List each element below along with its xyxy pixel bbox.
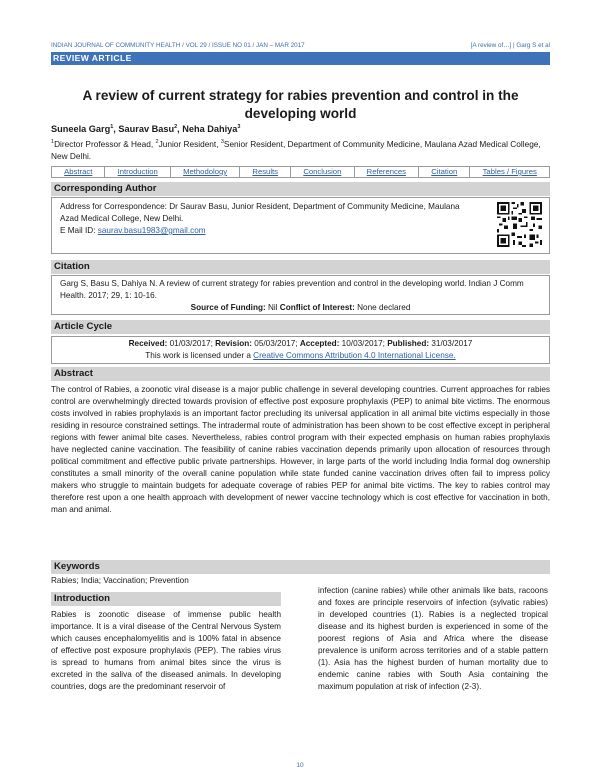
corresponding-author-heading: Corresponding Author: [51, 182, 550, 196]
author-name: Saurav Basu: [118, 124, 175, 134]
section-nav-bar: [51, 166, 550, 178]
introduction-column-right: infection (canine rabies) while other animals like bats, racoons and foxes are principle reservoirs of infection (sylvatic rabies) in developed countries (1). Rabies is a neglected tropical disease and its highest burden is experienced in some of the poorest regions of Asia and Africa where the disease prevalence is uniform across territories and of a stable pattern (1). Asia has the highest burden of human mortality due to endemic canine rabies with South Asia containing the maximum population at risk of infection (2-3).: [318, 586, 548, 691]
author-list: Suneela Garg$^1$, Saurav Basu$^2$, Neha Dahiya$^3$: [51, 123, 241, 134]
email-label: E Mail ID:: [60, 226, 98, 235]
keywords-heading: Keywords: [51, 560, 550, 574]
license-line: This work is licensed under a Creative Commons Attribution 4.0 International License.: [145, 351, 456, 360]
author-affiliation-number: 2: [174, 123, 178, 130]
article-cycle-box: [51, 336, 550, 364]
nav-tab-conclusion[interactable]: Conclusion: [291, 167, 354, 177]
corresponding-author-box: [51, 197, 550, 254]
article-type-band: REVIEW ARTICLE: [51, 52, 550, 65]
affiliations: $^1$Director Professor & Head, $^2$Junior Resident, $^3$Senior Resident, Department of Community Medicine, Maulana Azad Medical College, New Delhi.: [51, 139, 541, 161]
nav-tab-references[interactable]: References: [355, 167, 420, 177]
nav-tab-tables-figures[interactable]: Tables / Figures: [482, 167, 537, 176]
abstract-text: The control of Rabies, a zoonotic viral disease is a major public challenge in several developing countries. Current approaches for rabies control are overwhelmingly directed towards provision of effective post exposure prophylaxis (PEP) to animal bite victims. The enormous costs involved in rabies prophylaxis is an important factor precluding its universal application in all animal bite victims especially in those residing in resource constrained settings. The intradermal route of administration has been shown to be cost effective except in peripheral regions with fewer animal bite cases. Nevertheless, rabies control program with their expected emphasis on human rabies prophylaxis have neglected canine vaccination. The feasibility of canine rabies vaccination depends primarily upon allocation of resources through political commitment and effective public private partnerships. However, in large parts of the world including India formal dog ownership constitutes a small minority of the overall canine population while state funded canine vaccination drives often fail to impress policy makers who struggle to maintain budgets for adequate coverage of rabies PEP for animal bite victims. The key to rabies control may therefore rest upon a one health approach with development of newer vaccine technology which is cost effective for vaccination in both, man and animal.: [51, 385, 550, 514]
nav-tab-introduction[interactable]: Introduction: [105, 167, 170, 177]
correspondence-address: Address for Correspondence: Dr Saurav Basu, Junior Resident, Department of Community Medicine, Maulana Azad Medical College, New Delhi.: [60, 202, 460, 223]
affiliation: Director Professor & Head,: [54, 139, 156, 149]
affiliation: Junior Resident,: [158, 139, 221, 149]
introduction-heading: Introduction: [51, 592, 281, 606]
author-affiliation-number: 3: [237, 123, 241, 130]
affiliation: Senior Resident, Department of Community Medicine, Maulana Azad Medical College, New Delhi.: [51, 139, 541, 161]
license-link[interactable]: Creative Commons Attribution 4.0 International License.: [253, 351, 456, 360]
keywords-text: Rabies; India; Vaccination; Prevention: [51, 576, 189, 585]
nav-tab-abstract[interactable]: Abstract: [52, 167, 105, 177]
author-name: Neha Dahiya: [182, 124, 238, 134]
article-cycle-heading: Article Cycle: [51, 320, 550, 334]
citation-text: Garg S, Basu S, Dahiya N. A review of current strategy for rabies prevention and control in the developing world. Indian J Comm Health. 2017; 29, 1: 10-16.: [60, 279, 524, 300]
nav-tab-results[interactable]: Results: [240, 167, 291, 177]
journal-running-title: INDIAN JOURNAL OF COMMUNITY HEALTH / VOL 29 / ISSUE NO 01 / JAN – MAR 2017: [51, 42, 305, 49]
article-title: A review of current strategy for rabies prevention and control in the developing world: [82, 88, 519, 121]
page-number: 10: [296, 762, 304, 769]
abstract-heading: Abstract: [51, 367, 550, 381]
article-running-short-title: [A review of…] | Garg S et al: [470, 42, 550, 49]
qr-code-icon: [497, 201, 542, 248]
author-name: Suneela Garg: [51, 124, 111, 134]
introduction-column-left: Rabies is zoonotic disease of immense public health importance. It is a viral disease of the Central Nervous System which causes encephalomyelitis and is 100% fatal in absence of effective post exposure prophylaxis (PEP). The rabies virus is spread to humans from animal bites since the virus is excreted in the saliva of the diseased animals. In developing countries, dogs are the predominant reservoir of: [51, 610, 281, 691]
funding-conflict-line: Source of Funding: Nil Conflict of Interest: None declared: [190, 303, 411, 312]
citation-box: [51, 275, 550, 315]
citation-heading: Citation: [51, 260, 550, 274]
nav-tab-methodology[interactable]: Methodology: [171, 167, 240, 177]
article-dates: Received: 01/03/2017; Revision: 05/03/2017; Accepted: 10/03/2017; Published: 31/03/2017: [128, 339, 473, 348]
email-link[interactable]: saurav.basu1983@gmail.com: [97, 226, 206, 235]
author-affiliation-number: 1: [110, 123, 114, 130]
running-head: [51, 42, 550, 52]
nav-tab-citation[interactable]: Citation: [419, 167, 470, 177]
